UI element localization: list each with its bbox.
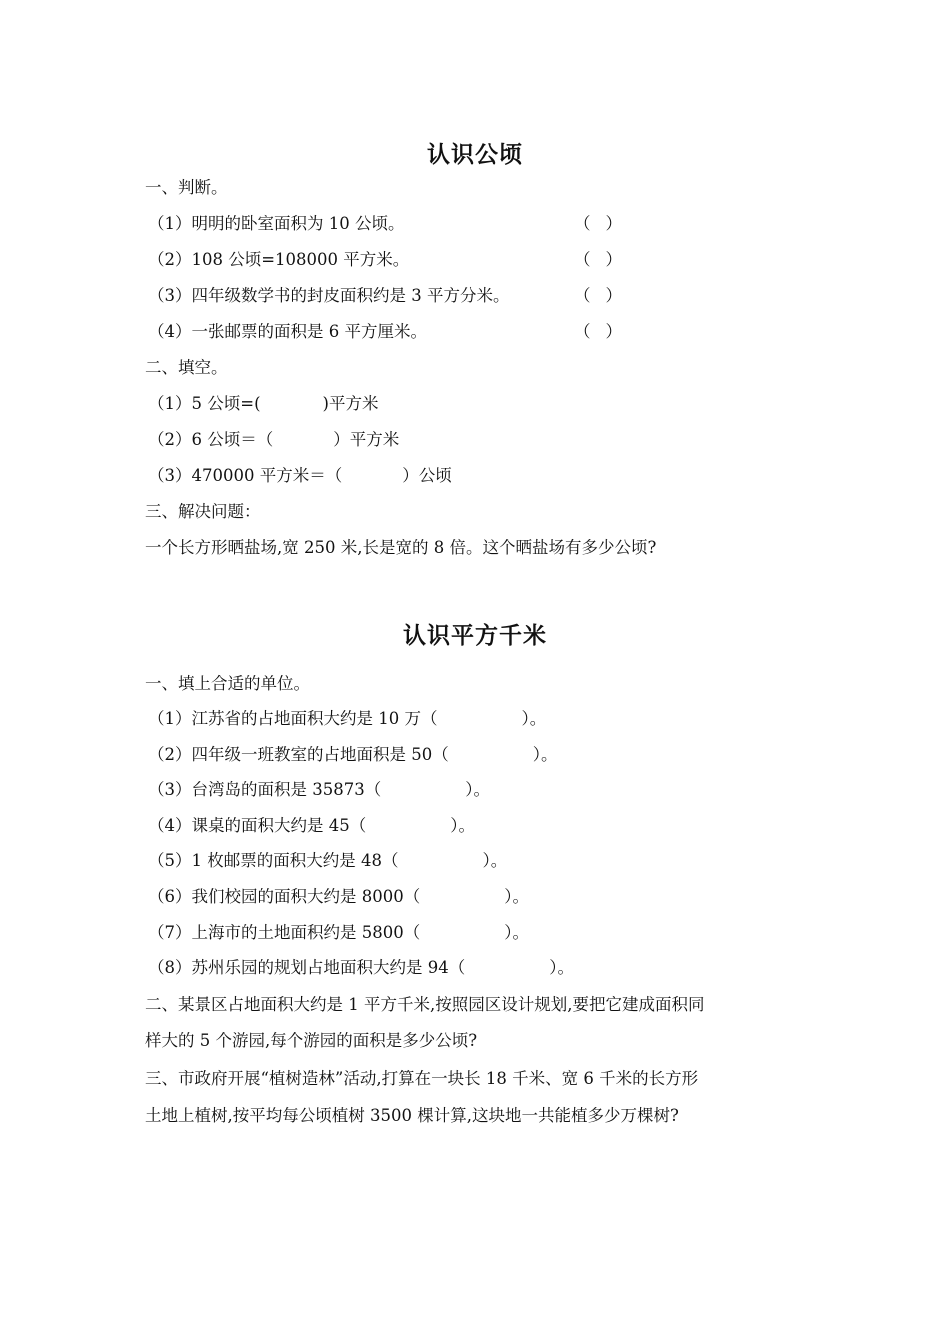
unit-item-7-after: ）。 bbox=[504, 923, 529, 942]
judge-answer-3 bbox=[574, 286, 622, 306]
unit-item-1-before: （1）江苏省的占地面积大约是 10 万（ bbox=[148, 709, 438, 728]
section-title-hectare: 认识公顷 bbox=[427, 142, 523, 168]
fill-item-2 bbox=[148, 430, 399, 450]
paren-open: （ bbox=[574, 214, 591, 233]
unit-item-5-before: （5）1 枚邮票的面积大约是 48（ bbox=[148, 851, 399, 870]
judge-item-2: （2）108 公顷=108000 平方米。 bbox=[148, 250, 410, 269]
fill-item-1-after: )平方米 bbox=[322, 394, 379, 413]
judge-item-3: （3）四年级数学书的封皮面积约是 3 平方分米。 bbox=[148, 286, 510, 305]
fill-heading: 二、填空。 bbox=[145, 358, 228, 377]
unit-item-7 bbox=[148, 923, 529, 943]
unit-item-3 bbox=[148, 780, 490, 800]
judge-answer-4 bbox=[574, 322, 622, 342]
paren-open: （ bbox=[574, 250, 591, 269]
unit-heading: 一、填上合适的单位。 bbox=[145, 674, 310, 693]
paren-open: （ bbox=[574, 286, 591, 305]
unit-item-8-after: ）。 bbox=[549, 958, 574, 977]
problem-heading: 三、解决问题： bbox=[145, 502, 261, 521]
unit-item-6-after: ）。 bbox=[504, 887, 529, 906]
unit-item-3-before: （3）台湾岛的面积是 35873（ bbox=[148, 780, 382, 799]
section-title-square-km: 认识平方千米 bbox=[403, 623, 547, 649]
park-problem-line-2: 样大的 5 个游园,每个游园的面积是多少公顷? bbox=[145, 1031, 478, 1050]
park-problem-line-1: 二、某景区占地面积大约是 1 平方千米,按照园区设计规划,要把它建成面积同 bbox=[145, 995, 705, 1014]
fill-item-2-before: （2）6 公顷＝（ bbox=[148, 430, 274, 449]
unit-item-3-after: ）。 bbox=[465, 780, 490, 799]
unit-item-2-before: （2）四年级一班教室的占地面积是 50（ bbox=[148, 745, 449, 764]
unit-item-4-after: ）。 bbox=[450, 816, 475, 835]
problem-text: 一个长方形晒盐场,宽 250 米,长是宽的 8 倍。这个晒盐场有多少公顷? bbox=[145, 538, 657, 557]
tree-problem-line-2: 土地上植树,按平均每公顷植树 3500 棵计算,这块地一共能植多少万棵树? bbox=[145, 1106, 679, 1125]
unit-item-8 bbox=[148, 958, 574, 978]
paren-open: （ bbox=[574, 322, 591, 341]
unit-item-4-before: （4）课桌的面积大约是 45（ bbox=[148, 816, 367, 835]
unit-item-2 bbox=[148, 745, 558, 765]
unit-item-8-before: （8）苏州乐园的规划占地面积大约是 94（ bbox=[148, 958, 466, 977]
unit-item-5-after: ）。 bbox=[482, 851, 508, 870]
judge-answer-1 bbox=[574, 214, 622, 234]
fill-item-3 bbox=[148, 466, 452, 486]
paren-close: ） bbox=[605, 214, 622, 233]
judge-heading: 一、判断。 bbox=[145, 178, 228, 197]
tree-problem-line-1: 三、市政府开展“植树造林”活动,打算在一块长 18 千米、宽 6 千米的长方形 bbox=[145, 1069, 699, 1088]
fill-item-1-before: （1）5 公顷=( bbox=[148, 394, 261, 413]
unit-item-7-before: （7）上海市的土地面积约是 5800（ bbox=[148, 923, 421, 942]
judge-item-4: （4）一张邮票的面积是 6 平方厘米。 bbox=[148, 322, 427, 341]
judge-item-1: （1）明明的卧室面积为 10 公顷。 bbox=[148, 214, 405, 233]
judge-answer-2 bbox=[574, 250, 622, 270]
paren-close: ） bbox=[605, 322, 622, 341]
unit-item-2-after: ）。 bbox=[532, 745, 558, 764]
unit-item-4 bbox=[148, 816, 475, 836]
unit-item-1-after: ）。 bbox=[521, 709, 547, 728]
unit-item-5 bbox=[148, 851, 507, 871]
paren-close: ） bbox=[605, 250, 622, 269]
paren-close: ） bbox=[605, 286, 622, 305]
unit-item-1 bbox=[148, 709, 546, 729]
fill-item-3-after: ）公顷 bbox=[402, 466, 452, 485]
unit-item-6 bbox=[148, 887, 529, 907]
unit-item-6-before: （6）我们校园的面积大约是 8000（ bbox=[148, 887, 421, 906]
fill-item-1 bbox=[148, 394, 378, 414]
fill-item-3-before: （3）470000 平方米＝（ bbox=[148, 466, 343, 485]
fill-item-2-after: ）平方米 bbox=[333, 430, 400, 449]
